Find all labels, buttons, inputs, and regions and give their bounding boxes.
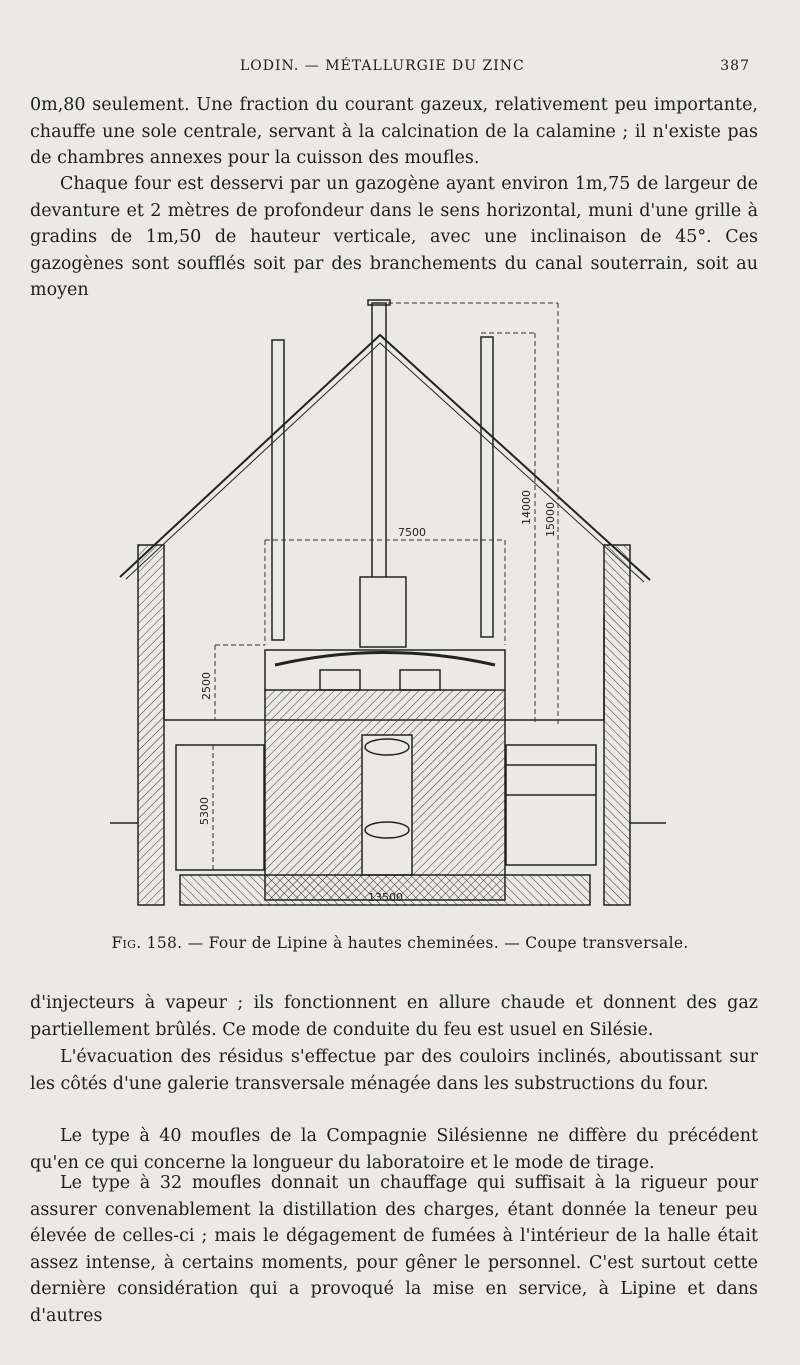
right-wall <box>604 545 630 905</box>
paragraph-5: Le type à 40 moufles de la Compagnie Silésienne ne diffère du précédent qu'en ce qui concerne la longueur du laboratoire et le mode de tirage. <box>30 1126 758 1173</box>
furnace-drawing <box>110 295 670 935</box>
dimension-width-top: 7500 <box>398 526 426 539</box>
left-chimney <box>272 340 284 640</box>
paragraph-4: L'évacuation des résidus s'effectue par des couloirs inclinés, aboutissant sur les côtés d'une galerie transversale ménagée dans les substructions du four. <box>30 1047 758 1094</box>
left-wall <box>138 545 164 905</box>
paragraph-2: Chaque four est desservi par un gazogène ayant environ 1m,75 de largeur de devanture et 2 mètres de profondeur dans le sens horizontal, muni d'une grille à gradins de 1m,50 de hauteur verticale, avec une inclinaison de 45°. Ces gazogènes sont soufflés soit par des branchements du canal souterrain, soit au moyen <box>30 174 758 300</box>
page-number: 387 <box>720 58 750 74</box>
paragraph-6: Le type à 32 moufles donnait un chauffage qui suffisait à la rigueur pour assurer convenablement la distillation des charges, étant donnée la teneur peu élevée de celles-ci ; mais le dégagement de fumées à l'intérieur de la halle était assez intense, à certains moments, pour gêner le personnel. C'est surtout cette dernière considération qui a provoqué la mise en service, à Lipine et dans d'autres <box>30 1173 758 1326</box>
dimension-cellar-height: 5300 <box>198 797 211 825</box>
page-header <box>30 58 760 80</box>
right-chimney <box>481 337 493 637</box>
left-chamber <box>176 745 264 870</box>
roof <box>120 335 650 580</box>
figure-label: Fig. 158. <box>111 934 183 952</box>
furnace-cross-section-figure <box>110 295 670 935</box>
right-chamber <box>506 745 596 865</box>
dimension-base-width: 13500 <box>368 891 403 904</box>
dimension-height-inner: 14000 <box>520 490 533 525</box>
dimension-side-height: 2500 <box>200 672 213 700</box>
dimension-height-total: 15000 <box>544 502 557 537</box>
central-chimney <box>372 303 386 585</box>
running-title: LODIN. — MÉTALLURGIE DU ZINC <box>240 58 525 74</box>
paragraph-1: 0m,80 seulement. Une fraction du courant gazeux, relativement peu importante, chauffe une sole centrale, servant à la calcination de la calamine ; il n'existe pas de chambres annexes pour la cuisson des moufles. <box>30 95 758 168</box>
figure-caption <box>0 934 800 952</box>
figure-caption-text: — Four de Lipine à hautes cheminées. — Coupe transversale. <box>187 934 689 952</box>
paragraph-3: d'injecteurs à vapeur ; ils fonctionnent en allure chaude et donnent des gaz partiellement brûlés. Ce mode de conduite du feu est usuel en Silésie. <box>30 993 758 1040</box>
